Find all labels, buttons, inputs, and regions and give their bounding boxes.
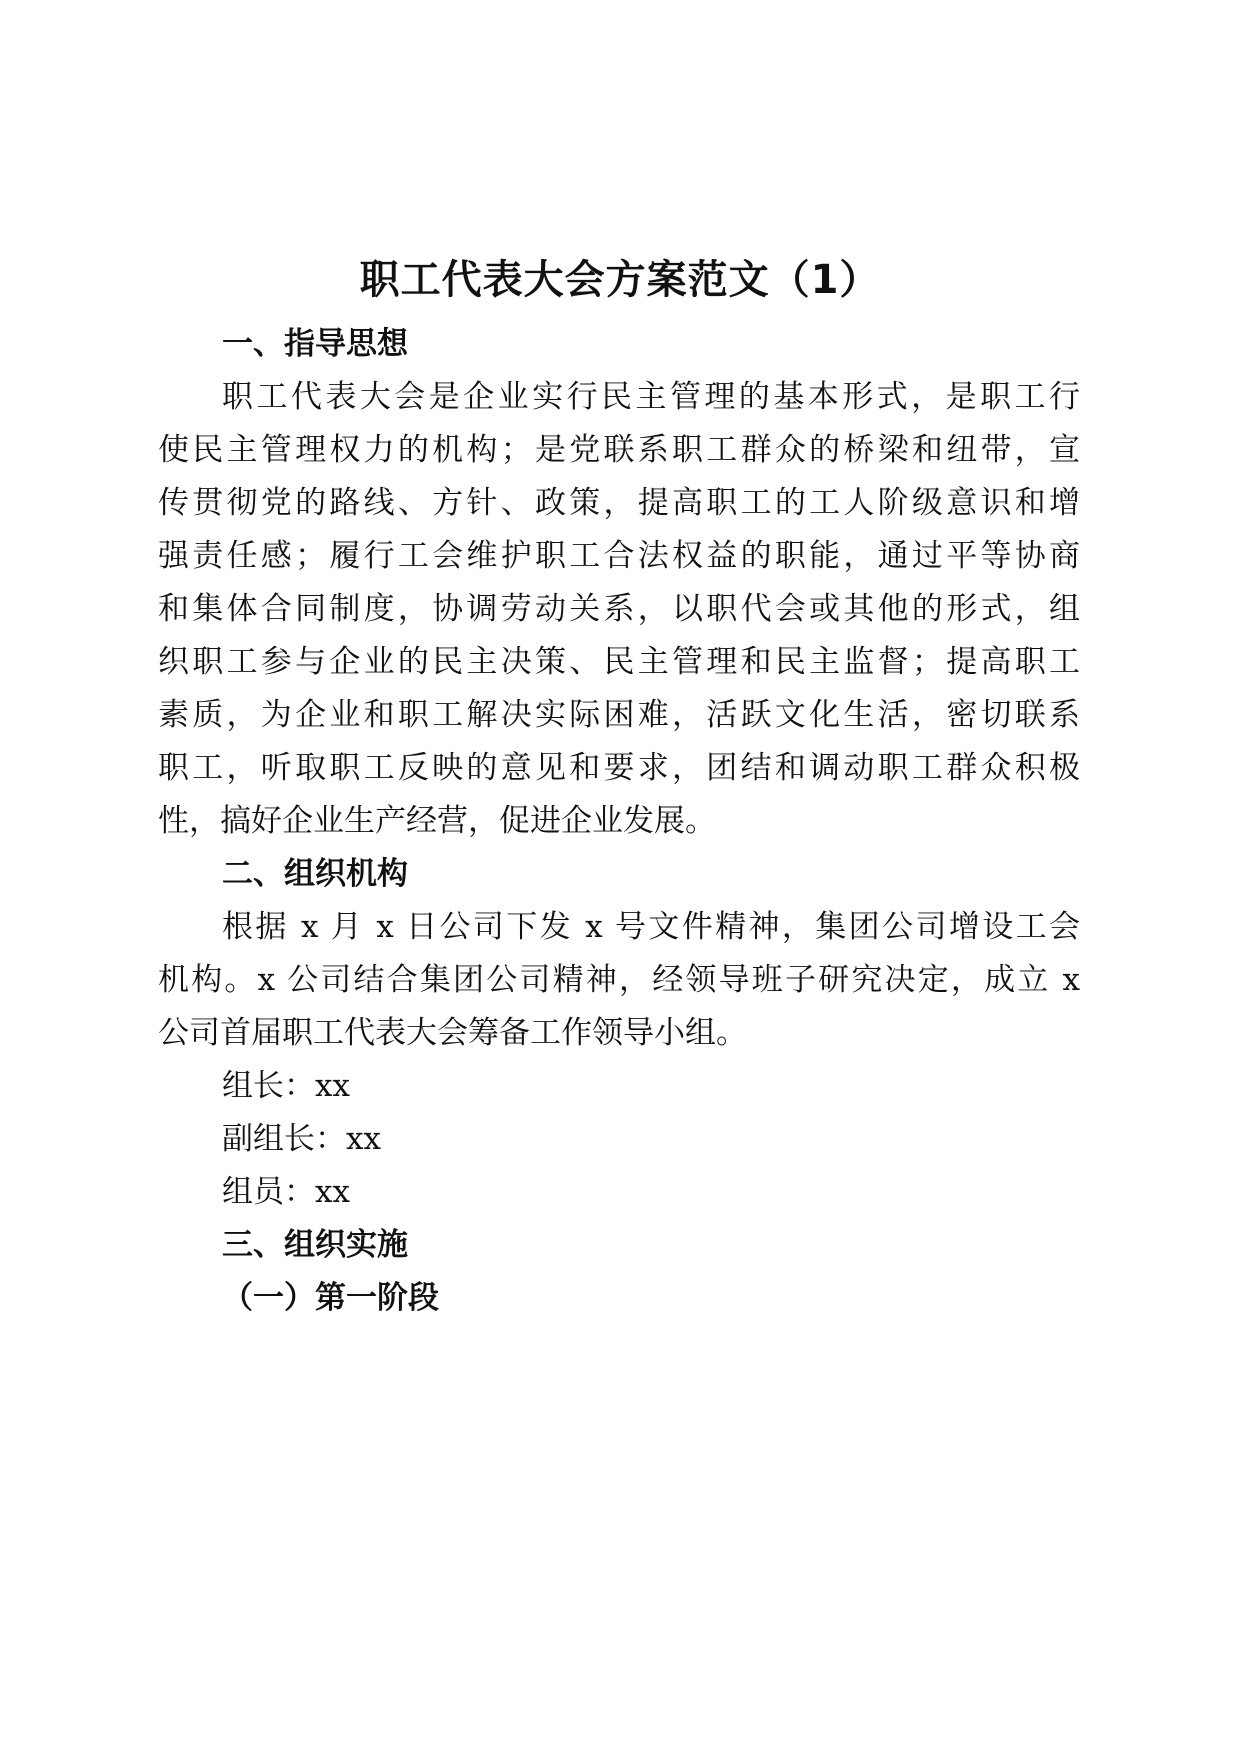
member-line-leader: 组长：xx <box>222 1068 350 1104</box>
paragraph-line: 职工，听取职工反映的意见和要求，团结和调动职工群众积极 <box>158 750 1080 786</box>
member-line-members: 组员：xx <box>222 1174 350 1210</box>
paragraph-line: 根据 x 月 x 日公司下发 x 号文件精神，集团公司增设工会 <box>222 909 1080 945</box>
member-line-deputy-leader: 副组长：xx <box>222 1121 381 1157</box>
paragraph-line: 性，搞好企业生产经营，促进企业发展。 <box>158 803 716 839</box>
paragraph-line: 使民主管理权力的机构；是党联系职工群众的桥梁和纽带，宣 <box>158 432 1080 468</box>
paragraph-line: 机构。x 公司结合集团公司精神，经领导班子研究决定，成立 x <box>158 962 1080 998</box>
section-heading-organization: 二、组织机构 <box>222 856 408 892</box>
paragraph-line: 公司首届职工代表大会筹备工作领导小组。 <box>158 1015 747 1051</box>
paragraph-line: 强责任感；履行工会维护职工合法权益的职能，通过平等协商 <box>158 538 1080 574</box>
paragraph-line: 传贯彻党的路线、方针、政策，提高职工的工人阶级意识和增 <box>158 485 1080 521</box>
section-heading-implementation: 三、组织实施 <box>222 1227 408 1263</box>
subsection-heading-phase-one: （一）第一阶段 <box>222 1280 439 1316</box>
paragraph-line: 和集体合同制度，协调劳动关系，以职代会或其他的形式，组 <box>158 591 1080 627</box>
section-heading-guiding-ideology: 一、指导思想 <box>222 326 408 362</box>
paragraph-line: 职工代表大会是企业实行民主管理的基本形式，是职工行 <box>222 379 1080 415</box>
paragraph-line: 素质，为企业和职工解决实际困难，活跃文化生活，密切联系 <box>158 697 1080 733</box>
document-title: 职工代表大会方案范文（1） <box>359 257 881 303</box>
paragraph-line: 织职工参与企业的民主决策、民主管理和民主监督；提高职工 <box>158 644 1080 680</box>
